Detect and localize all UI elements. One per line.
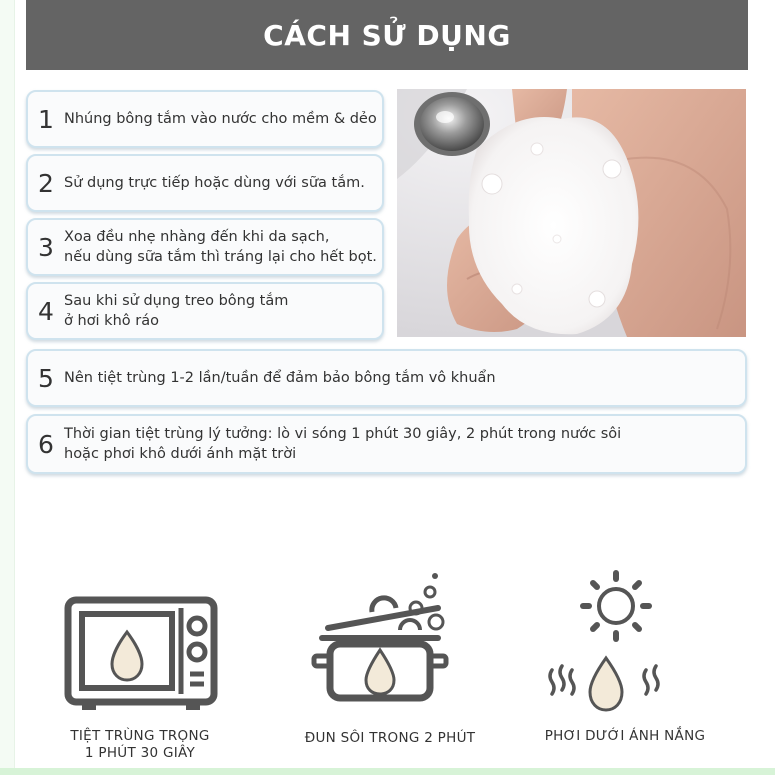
microwave-icon: [60, 594, 220, 714]
step-number: 1: [38, 104, 54, 134]
sponge-foam-photo: [397, 89, 746, 337]
step-number: 3: [38, 232, 54, 262]
step-5: [26, 349, 747, 407]
step-text: Sử dụng trực tiếp hoặc dùng với sữa tắm.: [64, 175, 365, 191]
sun-icon: [540, 570, 680, 720]
method-label-sun: PHƠI DƯỚI ÁNH NẮNG: [544, 728, 706, 744]
step-text: Thời gian tiệt trùng lý tưởng: lò vi sóng 1 phút 30 giây, 2 phút trong nước sôi hoặc phơi khô dưới ánh mặt trời: [64, 426, 622, 462]
boiling-pot-icon: [300, 570, 460, 710]
step-text: Xoa đều nhẹ nhàng đến khi da sạch, nếu dùng sữa tắm thì tráng lại cho hết bọt.: [64, 229, 377, 265]
bottom-frame-strip: [0, 768, 775, 775]
header-banner: [26, 0, 748, 70]
method-label-microwave: TIỆT TRÙNG TRỌNG 1 PHÚT 30 GIÂY: [70, 728, 210, 761]
method-label-boiling: ĐUN SÔI TRONG 2 PHÚT: [304, 730, 476, 746]
step-number: 5: [38, 363, 54, 393]
step-1: [26, 90, 384, 148]
step-3: [26, 218, 384, 276]
step-number: 4: [38, 296, 54, 326]
left-frame-strip: [0, 0, 15, 775]
step-text: Nhúng bông tắm vào nước cho mềm & dẻo: [64, 111, 377, 127]
page-title: CÁCH SỬ DỤNG: [263, 18, 511, 52]
step-6: [26, 414, 747, 474]
step-text: Sau khi sử dụng treo bông tắm ở hơi khô ráo: [64, 293, 289, 329]
step-2: [26, 154, 384, 212]
step-number: 6: [38, 429, 54, 459]
step-number: 2: [38, 168, 54, 198]
step-text: Nên tiệt trùng 1-2 lần/tuần để đảm bảo bông tắm vô khuẩn: [64, 370, 496, 386]
step-4: [26, 282, 384, 340]
